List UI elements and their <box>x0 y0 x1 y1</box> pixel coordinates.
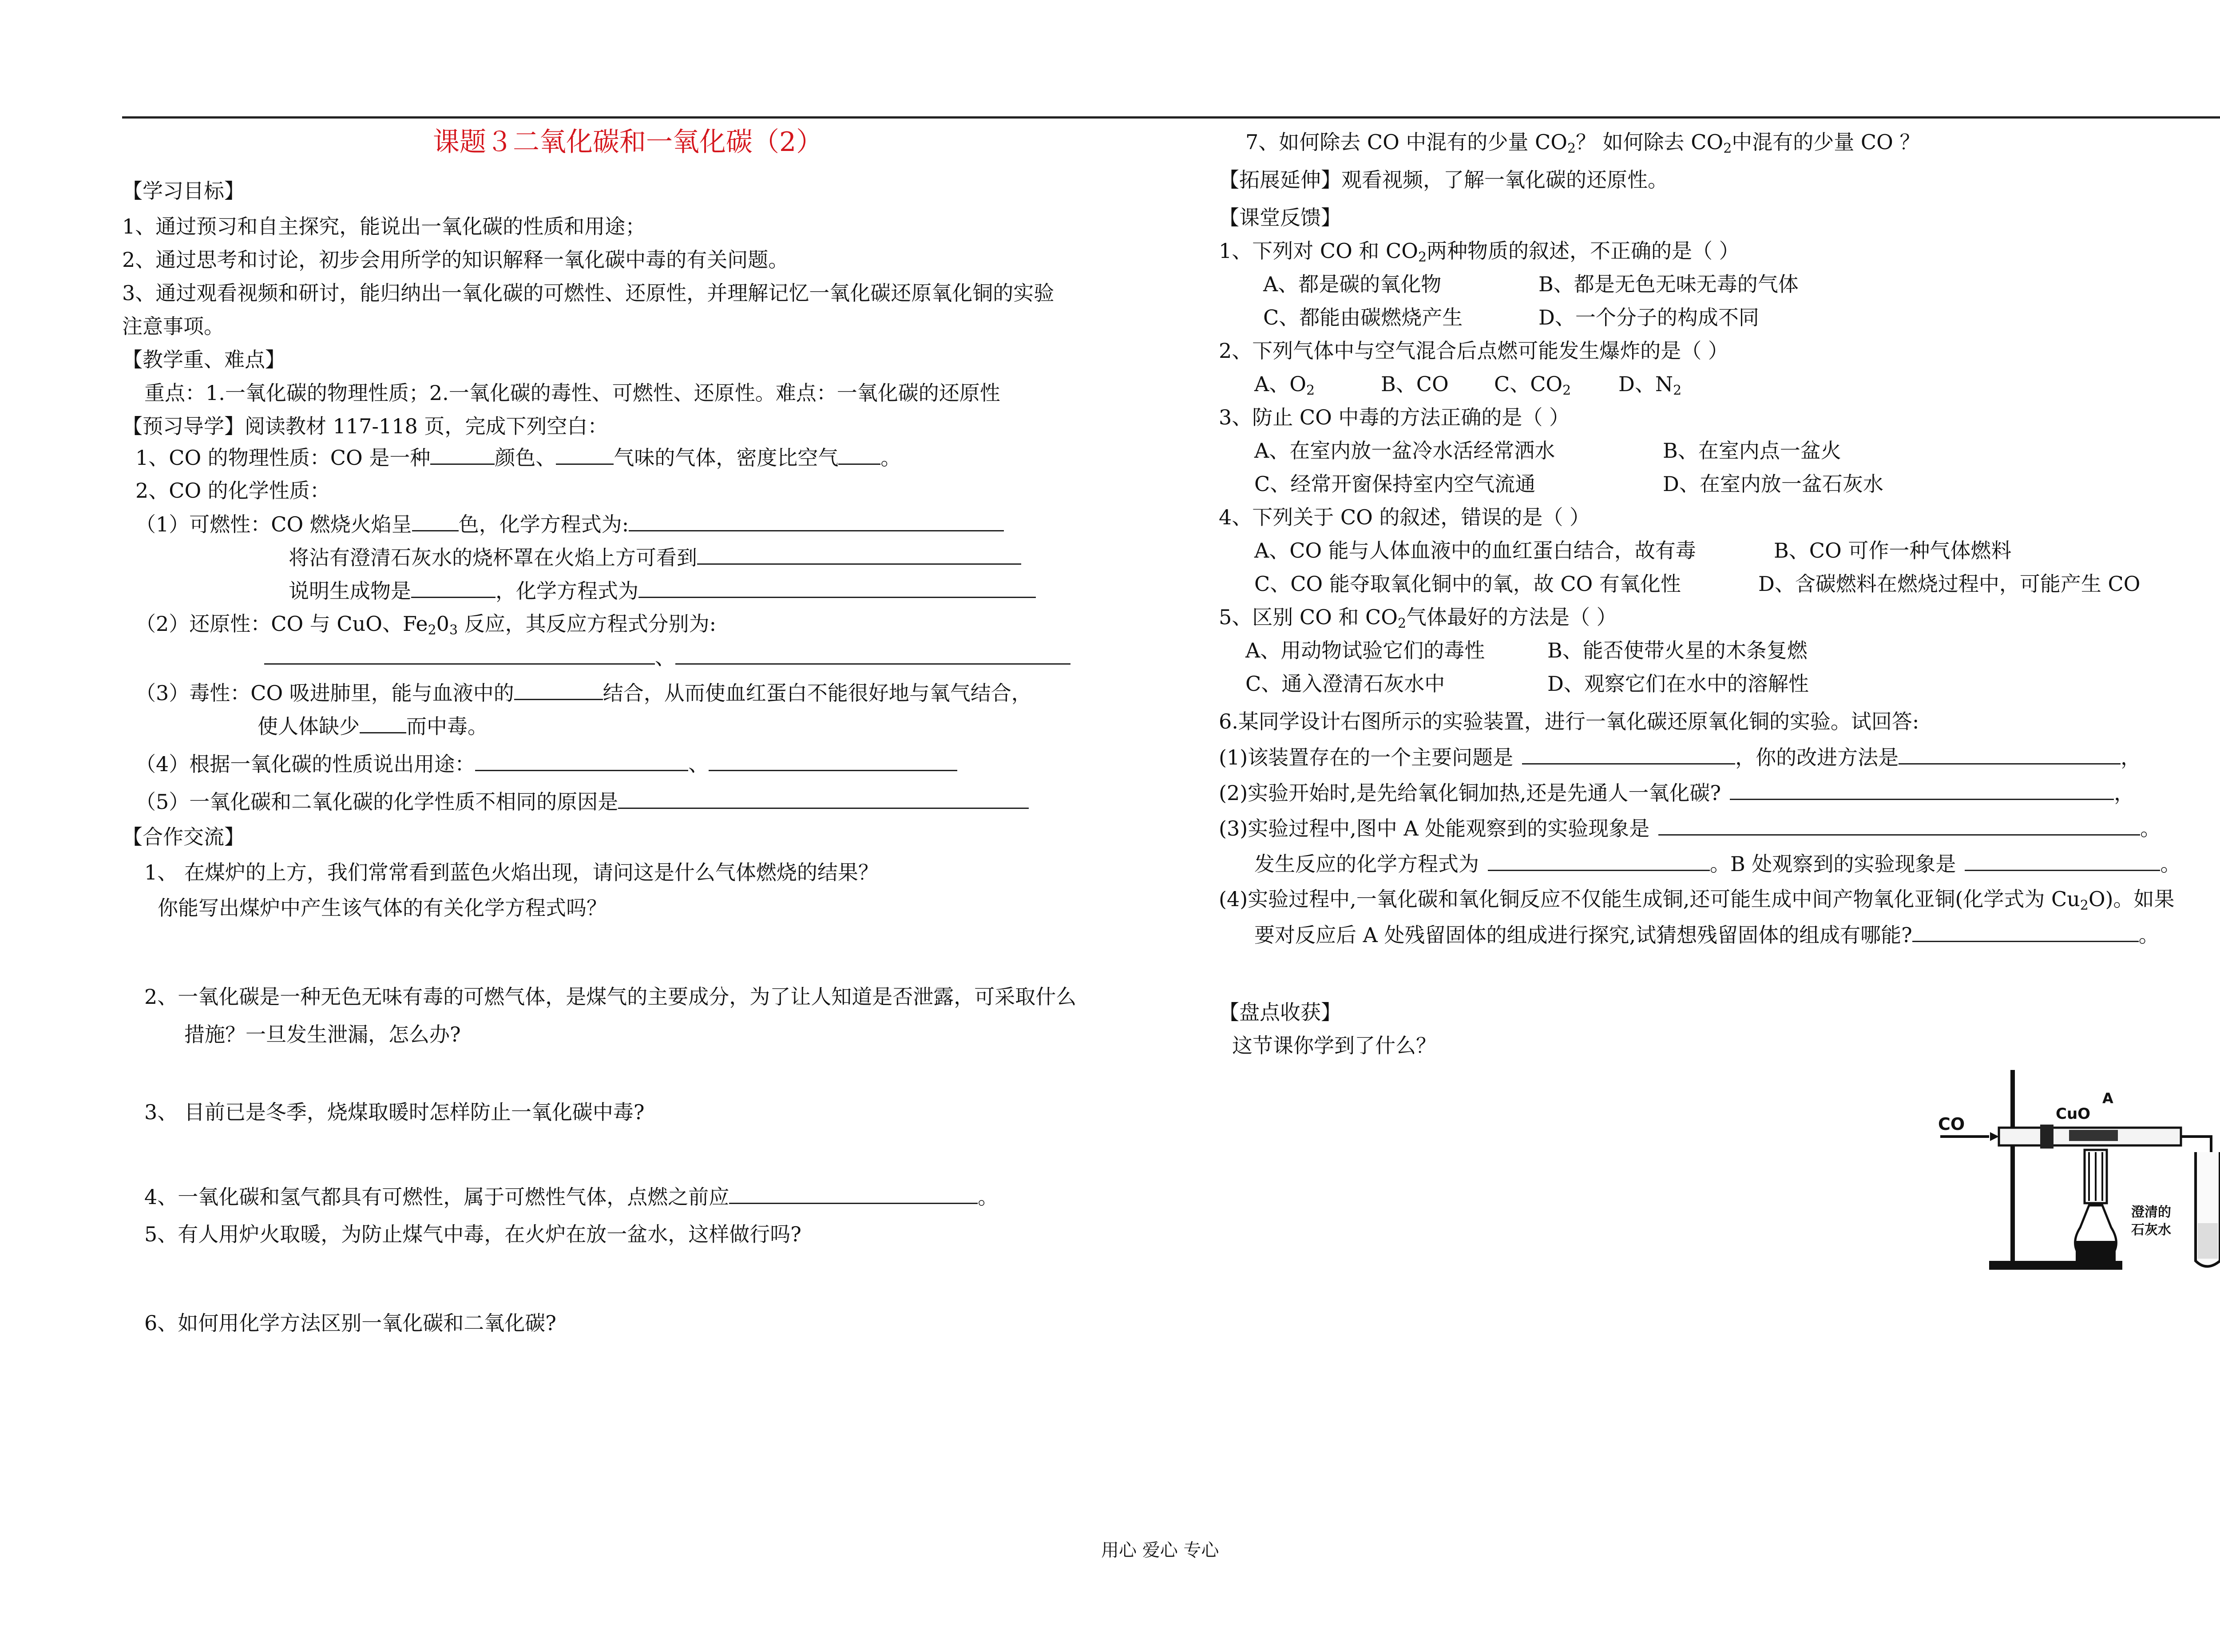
goal-2: 2、通过思考和讨论，初步会用所学的知识解释一氧化碳中毒的有关问题。 <box>122 248 789 272</box>
blank[interactable] <box>1912 921 2139 942</box>
blank[interactable] <box>430 444 495 465</box>
tox-text-d: 而中毒。 <box>406 714 488 738</box>
goal-3b: 注意事项。 <box>122 314 224 338</box>
f5-sub: 2 <box>1397 616 1407 631</box>
f4-option-d[interactable]: D、含碳燃料在燃烧过程中，可能产生 CO <box>1758 572 2141 596</box>
f6-part-3-cont <box>1254 850 2180 877</box>
apparatus-diagram <box>1936 1063 2220 1281</box>
flam-text-b: 色，化学方程式为: <box>458 512 629 536</box>
f3-option-b[interactable]: B、在室内点一盆火 <box>1663 439 1841 463</box>
goal-1: 1、通过预习和自主探究，能说出一氧化碳的性质和用途； <box>122 214 646 238</box>
blank[interactable] <box>629 511 1004 531</box>
goal-3a: 3、通过观看视频和研讨，能归纳出一氧化碳的可燃性、还原性，并理解记忆一氧化碳还原氧化铜的实验 <box>122 281 1054 305</box>
blank[interactable] <box>618 788 1029 809</box>
q7-text-c: ？ 如何除去 CO <box>1576 130 1724 154</box>
f2a-text: A、O <box>1254 372 1306 396</box>
blank[interactable] <box>1522 744 1735 765</box>
blank[interactable] <box>697 544 1021 565</box>
f5-option-a[interactable]: A、用动物试验它们的毒性 <box>1245 638 1485 662</box>
coop-q5: 5、有人用炉火取暖，为防止煤气中毒，在火炉在放一盆水，这样做行吗? <box>144 1222 801 1246</box>
flam-text-e: ，化学方程式为 <box>496 579 638 603</box>
red-text-a: （2）还原性：CO 与 CuO、Fe <box>135 612 428 636</box>
tox-text-a: （3）毒性：CO 吸进肺里，能与血液中的 <box>135 681 514 705</box>
f5-option-d[interactable]: D、观察它们在水中的溶解性 <box>1547 672 1809 696</box>
blank[interactable] <box>514 679 603 700</box>
f1-option-c[interactable]: C、都能由碳燃烧产生 <box>1263 305 1463 329</box>
f2c-sub: 2 <box>1562 383 1571 398</box>
feedback-q2: 2、下列气体中与空气混合后点燃可能发生爆炸的是（ ） <box>1219 339 1728 363</box>
f1-text-c: 两种物质的叙述，不正确的是（ ） <box>1427 239 1740 263</box>
reducibility-line <box>135 610 716 644</box>
extension-section: 【拓展延伸】观看视频，了解一氧化碳的还原性。 <box>1219 168 1668 192</box>
key-points-header: 【教学重、难点】 <box>122 348 285 372</box>
flammability-line <box>135 511 1004 538</box>
f6-part-3 <box>1219 815 2161 842</box>
f6-1-text-b: ，你的改进方法是 <box>1735 745 1899 769</box>
f6-4-text-e: 。 <box>2138 923 2159 947</box>
arrow-head-icon <box>1990 1132 1999 1141</box>
f6-3-text-e: 。 <box>2160 852 2181 876</box>
a-label: A <box>2102 1090 2113 1107</box>
f2d-text: D、N <box>1618 372 1673 396</box>
blank[interactable] <box>709 750 957 771</box>
red-sub-2: 2 <box>428 622 436 638</box>
q7-text-a: 7、如何除去 CO 中混有的少量 CO <box>1245 130 1567 154</box>
q4-text: 4、一氧化碳和氢气都具有可燃性，属于可燃性气体，点燃之前应 <box>144 1185 729 1209</box>
flammability-line-2 <box>289 544 1021 571</box>
f2c-text: C、CO <box>1494 372 1563 396</box>
q4-end: 。 <box>978 1185 999 1209</box>
red-text-c: 0 <box>436 612 449 636</box>
coop-q2b: 措施？一旦发生泄漏，怎么办? <box>184 1022 461 1046</box>
f3-option-c[interactable]: C、经常开窗保持室内空气流通 <box>1254 472 1536 496</box>
blank[interactable] <box>412 511 459 531</box>
difference-line <box>135 788 1029 815</box>
f1-sub: 2 <box>1418 250 1427 265</box>
page-footer: 用心 爱心 专心 <box>1101 1540 1219 1561</box>
f6-1-text-c: ， <box>2121 745 2141 769</box>
f3-option-a[interactable]: A、在室内放一盆冷水活经常洒水 <box>1254 439 1555 463</box>
blank[interactable] <box>729 1183 978 1204</box>
blank[interactable] <box>475 750 688 771</box>
page-title: 课题３二氧化碳和一氧化碳（2） <box>433 127 823 158</box>
f1-option-d[interactable]: D、一个分子的构成不同 <box>1538 305 1759 329</box>
f5-option-b[interactable]: B、能否使带火星的木条复燃 <box>1547 638 1808 662</box>
blank[interactable] <box>675 644 1070 665</box>
preview-header: 【预习导学】阅读教材 117-118 页，完成下列空白： <box>122 414 608 438</box>
coop-q2a: 2、一氧化碳是一种无色无味有毒的可燃气体，是煤气的主要成分，为了让人知道是否泄露，可采取什么 <box>144 985 1077 1009</box>
feedback-q6: 6.某同学设计右图所示的实验装置，进行一氧化碳还原氧化铜的实验。试回答: <box>1219 709 1919 733</box>
blank[interactable] <box>556 444 614 465</box>
co-label: CO <box>1938 1114 1965 1134</box>
f1-option-a[interactable]: A、都是碳的氧化物 <box>1263 272 1442 296</box>
feedback-q3: 3、防止 CO 中毒的方法正确的是（ ） <box>1219 405 1570 429</box>
tox-text-c: 使人体缺少 <box>258 714 360 738</box>
p1-text-d: 。 <box>880 446 901 470</box>
p1-text-a: 1、CO 的物理性质：CO 是一种 <box>135 446 431 470</box>
f5-text-a: 5、区别 CO 和 CO <box>1219 605 1398 629</box>
coop-q1a: 1、 在煤炉的上方，我们常常看到蓝色火焰出现，请问这是什么气体燃烧的结果？ <box>144 860 879 884</box>
limewater-label-1: 澄清的 <box>2131 1204 2171 1220</box>
f2a-sub: 2 <box>1306 383 1315 398</box>
diff-text: （5）一氧化碳和二氧化碳的化学性质不相同的原因是 <box>135 790 618 814</box>
blank[interactable] <box>638 577 1036 598</box>
top-rule <box>122 116 2220 119</box>
f6-2-text-b: ， <box>2114 781 2135 805</box>
f6-part-1 <box>1219 744 2141 771</box>
f6-2-text-a: (2)实验开始时,是先给氧化铜加热,还是先通人一氧化碳? <box>1219 781 1721 805</box>
coop-q3: 3、 目前已是冬季，烧煤取暖时怎样防止一氧化碳中毒? <box>144 1100 645 1124</box>
f6-3-text-c: 发生反应的化学方程式为 <box>1254 852 1479 876</box>
f6-part-4-cont <box>1254 921 2159 948</box>
f2-option-d[interactable] <box>1618 371 1681 404</box>
flam-text-c: 将沾有澄清石灰水的烧杯罩在火焰上方可看到 <box>289 546 697 570</box>
p1-text-b: 颜色、 <box>495 446 556 470</box>
key-points-text: 重点：1.一氧化碳的物理性质；2.一氧化碳的毒性、可燃性、还原性。难点：一氧化碳的还原性 <box>144 381 1000 405</box>
q7-sub-1: 2 <box>1567 141 1576 156</box>
toxicity-line-2 <box>258 713 488 740</box>
blank[interactable] <box>411 577 496 598</box>
flame-lines <box>2089 1152 2102 1201</box>
blank[interactable] <box>838 444 880 465</box>
coop-q4 <box>144 1183 998 1210</box>
feedback-header: 【课堂反馈】 <box>1219 206 1341 230</box>
q7-sub-2: 2 <box>1723 141 1732 156</box>
flam-text-d: 说明生成物是 <box>289 579 411 603</box>
f6-3-text-a: (3)实验过程中,图中 A 处能观察到的实验现象是 <box>1219 816 1650 840</box>
blank[interactable] <box>264 644 655 665</box>
coop-q6: 6、如何用化学方法区别一氧化碳和二氧化碳? <box>144 1311 556 1335</box>
f6-3-text-d: 。B 处观察到的实验现象是 <box>1710 852 1956 876</box>
red-text-e: 反应，其反应方程式分别为: <box>458 612 717 636</box>
f4-option-c[interactable]: C、CO 能夺取氧化铜中的氧，故 CO 有氧化性 <box>1254 572 1681 596</box>
goals-header: 【学习目标】 <box>122 179 245 203</box>
feedback-q5 <box>1219 604 1617 637</box>
summary-header: 【盘点收获】 <box>1219 1000 1341 1024</box>
f6-1-text-a: (1)该装置存在的一个主要问题是 <box>1219 745 1514 769</box>
uses-text-a: （4）根据一氧化碳的性质说出用途： <box>135 752 476 776</box>
toxicity-line <box>135 679 1032 706</box>
f1-text-a: 1、下列对 CO 和 CO <box>1219 239 1418 263</box>
f4-option-a[interactable]: A、CO 能与人体血液中的血红蛋白结合，故有毒 <box>1254 539 1696 563</box>
reducibility-line-2 <box>264 644 1070 671</box>
co-reduction-apparatus-figure <box>1936 1063 2220 1281</box>
limewater-liquid <box>2198 1223 2218 1259</box>
cuo-label: CuO <box>2056 1105 2091 1123</box>
blank[interactable] <box>1965 850 2160 871</box>
question-7 <box>1245 129 1920 162</box>
uses-text-b: 、 <box>688 752 709 776</box>
preview-item-1 <box>135 444 901 471</box>
f2-option-a[interactable] <box>1254 371 1315 404</box>
f1-option-b[interactable]: B、都是无色无味无毒的气体 <box>1538 272 1799 296</box>
f6-4-text-a: (4)实验过程中,一氧化碳和氧化铜反应不仅能生成铜,还可能生成中间产物氧化亚铜(化学式为 Cu <box>1219 887 2080 911</box>
blank[interactable] <box>360 713 406 733</box>
blank[interactable] <box>1899 744 2121 765</box>
f5-option-c[interactable]: C、通入澄清石灰水中 <box>1245 672 1445 696</box>
f2d-sub: 2 <box>1673 383 1682 398</box>
flammability-line-3 <box>289 577 1036 604</box>
f6-3-text-b: 。 <box>2140 816 2161 840</box>
f2-option-c[interactable] <box>1494 371 1571 404</box>
uses-line <box>135 750 957 777</box>
f3-option-d[interactable]: D、在室内放一盆石灰水 <box>1663 472 1883 496</box>
blank[interactable] <box>1658 815 2140 836</box>
f5-text-c: 气体最好的方法是（ ） <box>1406 605 1617 629</box>
blank[interactable] <box>1730 779 2114 800</box>
f2-option-b[interactable]: B、CO <box>1381 372 1449 396</box>
f6-part-4 <box>1219 886 2175 919</box>
preview-item-2: 2、CO 的化学性质： <box>135 479 330 503</box>
f6-part-2 <box>1219 779 2134 806</box>
feedback-q1 <box>1219 238 1740 271</box>
cuo-powder <box>2069 1130 2118 1141</box>
cooperation-header: 【合作交流】 <box>122 825 245 849</box>
f6-4-text-d: 要对反应后 A 处残留固体的组成进行探究,试猜想残留固体的组成有哪能? <box>1254 923 1912 947</box>
f6-4-sub: 2 <box>2080 898 2089 913</box>
coop-q1b: 你能写出煤炉中产生该气体的有关化学方程式吗？ <box>158 896 607 920</box>
blank[interactable] <box>1488 850 1710 871</box>
lamp-base <box>2076 1241 2116 1261</box>
red-text-f: 、 <box>655 646 675 670</box>
flam-text-a: （1）可燃性：CO 燃烧火焰呈 <box>135 512 412 536</box>
limewater-label-2: 石灰水 <box>2131 1222 2171 1238</box>
summary-text: 这节课你学到了什么？ <box>1232 1034 1436 1058</box>
q7-text-e: 中混有的少量 CO ？ <box>1732 130 1920 154</box>
stopper <box>2040 1125 2054 1149</box>
p1-text-c: 气味的气体，密度比空气 <box>614 446 839 470</box>
stand-base <box>1989 1261 2122 1270</box>
red-sub-3: 3 <box>449 622 458 638</box>
tox-text-b: 结合，从而使血红蛋白不能很好地与氧气结合， <box>603 681 1032 705</box>
f4-option-b[interactable]: B、CO 可作一种气体燃料 <box>1774 539 2012 563</box>
stand-pole <box>2010 1070 2015 1262</box>
feedback-q4: 4、下列关于 CO 的叙述，错误的是（ ） <box>1219 505 1590 529</box>
f6-4-text-c: O)。如果 <box>2088 887 2175 911</box>
